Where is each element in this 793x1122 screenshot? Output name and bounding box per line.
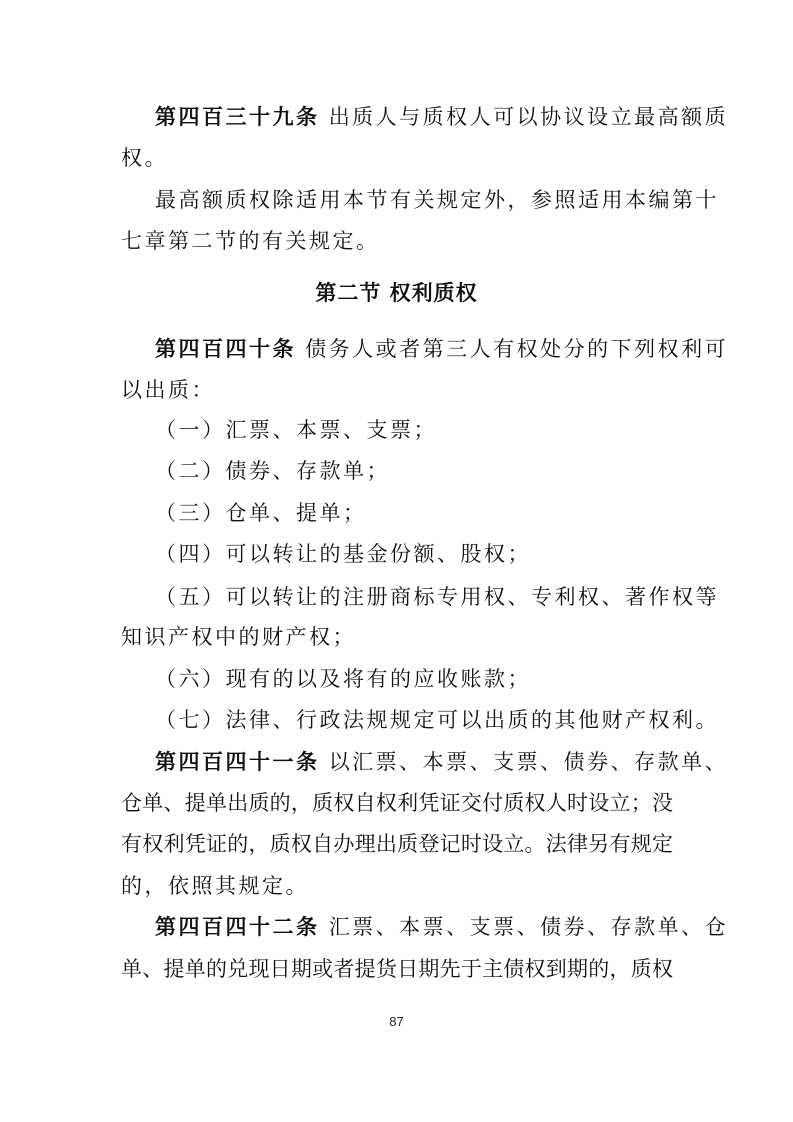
article-439-para2-line-2: 七章第二节的有关规定。 [121,229,380,253]
article-439-text: 出质人与质权人可以协议设立最高额质 [328,105,729,129]
article-439-number: 第四百三十九条 [155,105,320,129]
article-440-item-5-cont: 知识产权中的财产权； [121,625,356,649]
article-440-line-2: 以出质： [121,378,215,402]
article-440-item-1: （一）汇票、本票、支票； [155,418,437,442]
article-441-number: 第四百四十一条 [155,750,320,774]
article-441-line-2: 仓单、提单出质的，质权自权利凭证交付质权人时设立；没 [121,791,673,815]
article-440-item-2: （二）债券、存款单； [155,459,390,483]
article-441-line-1 [155,745,729,779]
section-heading: 第二节 权利质权 [315,281,478,305]
article-440-item-4: （四）可以转让的基金份额、股权； [155,542,531,566]
article-440-item-6: （六）现有的以及将有的应收账款； [155,667,531,691]
article-440-line-1 [155,332,729,366]
article-441-line-4: 的，依照其规定。 [121,874,309,898]
article-441-line-3: 有权利凭证的，质权自办理出质登记时设立。法律另有规定 [121,832,673,856]
article-439-line-1 [155,100,729,134]
article-439-para2-line-1: 最高额质权除适用本节有关规定外，参照适用本编第十 [155,188,719,212]
page-number: 87 [389,1014,404,1029]
article-442-number: 第四百四十二条 [155,915,320,939]
article-440-text: 债务人或者第三人有权处分的下列权利可 [305,337,729,361]
article-440-item-3: （三）仓单、提单； [155,501,367,525]
article-441-text: 以汇票、本票、支票、债券、存款单、 [328,750,729,774]
article-440-item-7: （七）法律、行政法规规定可以出质的其他财产权利。 [155,708,719,732]
article-442-line-1 [155,910,729,944]
article-442-line-2: 单、提单的兑现日期或者提货日期先于主债权到期的，质权 [121,957,673,981]
article-442-text: 汇票、本票、支票、债券、存款单、仓 [328,915,729,939]
article-440-number: 第四百四十条 [155,337,296,361]
article-439-line-2: 权。 [121,146,168,170]
article-440-item-5: （五）可以转让的注册商标专用权、专利权、著作权等 [155,585,719,609]
